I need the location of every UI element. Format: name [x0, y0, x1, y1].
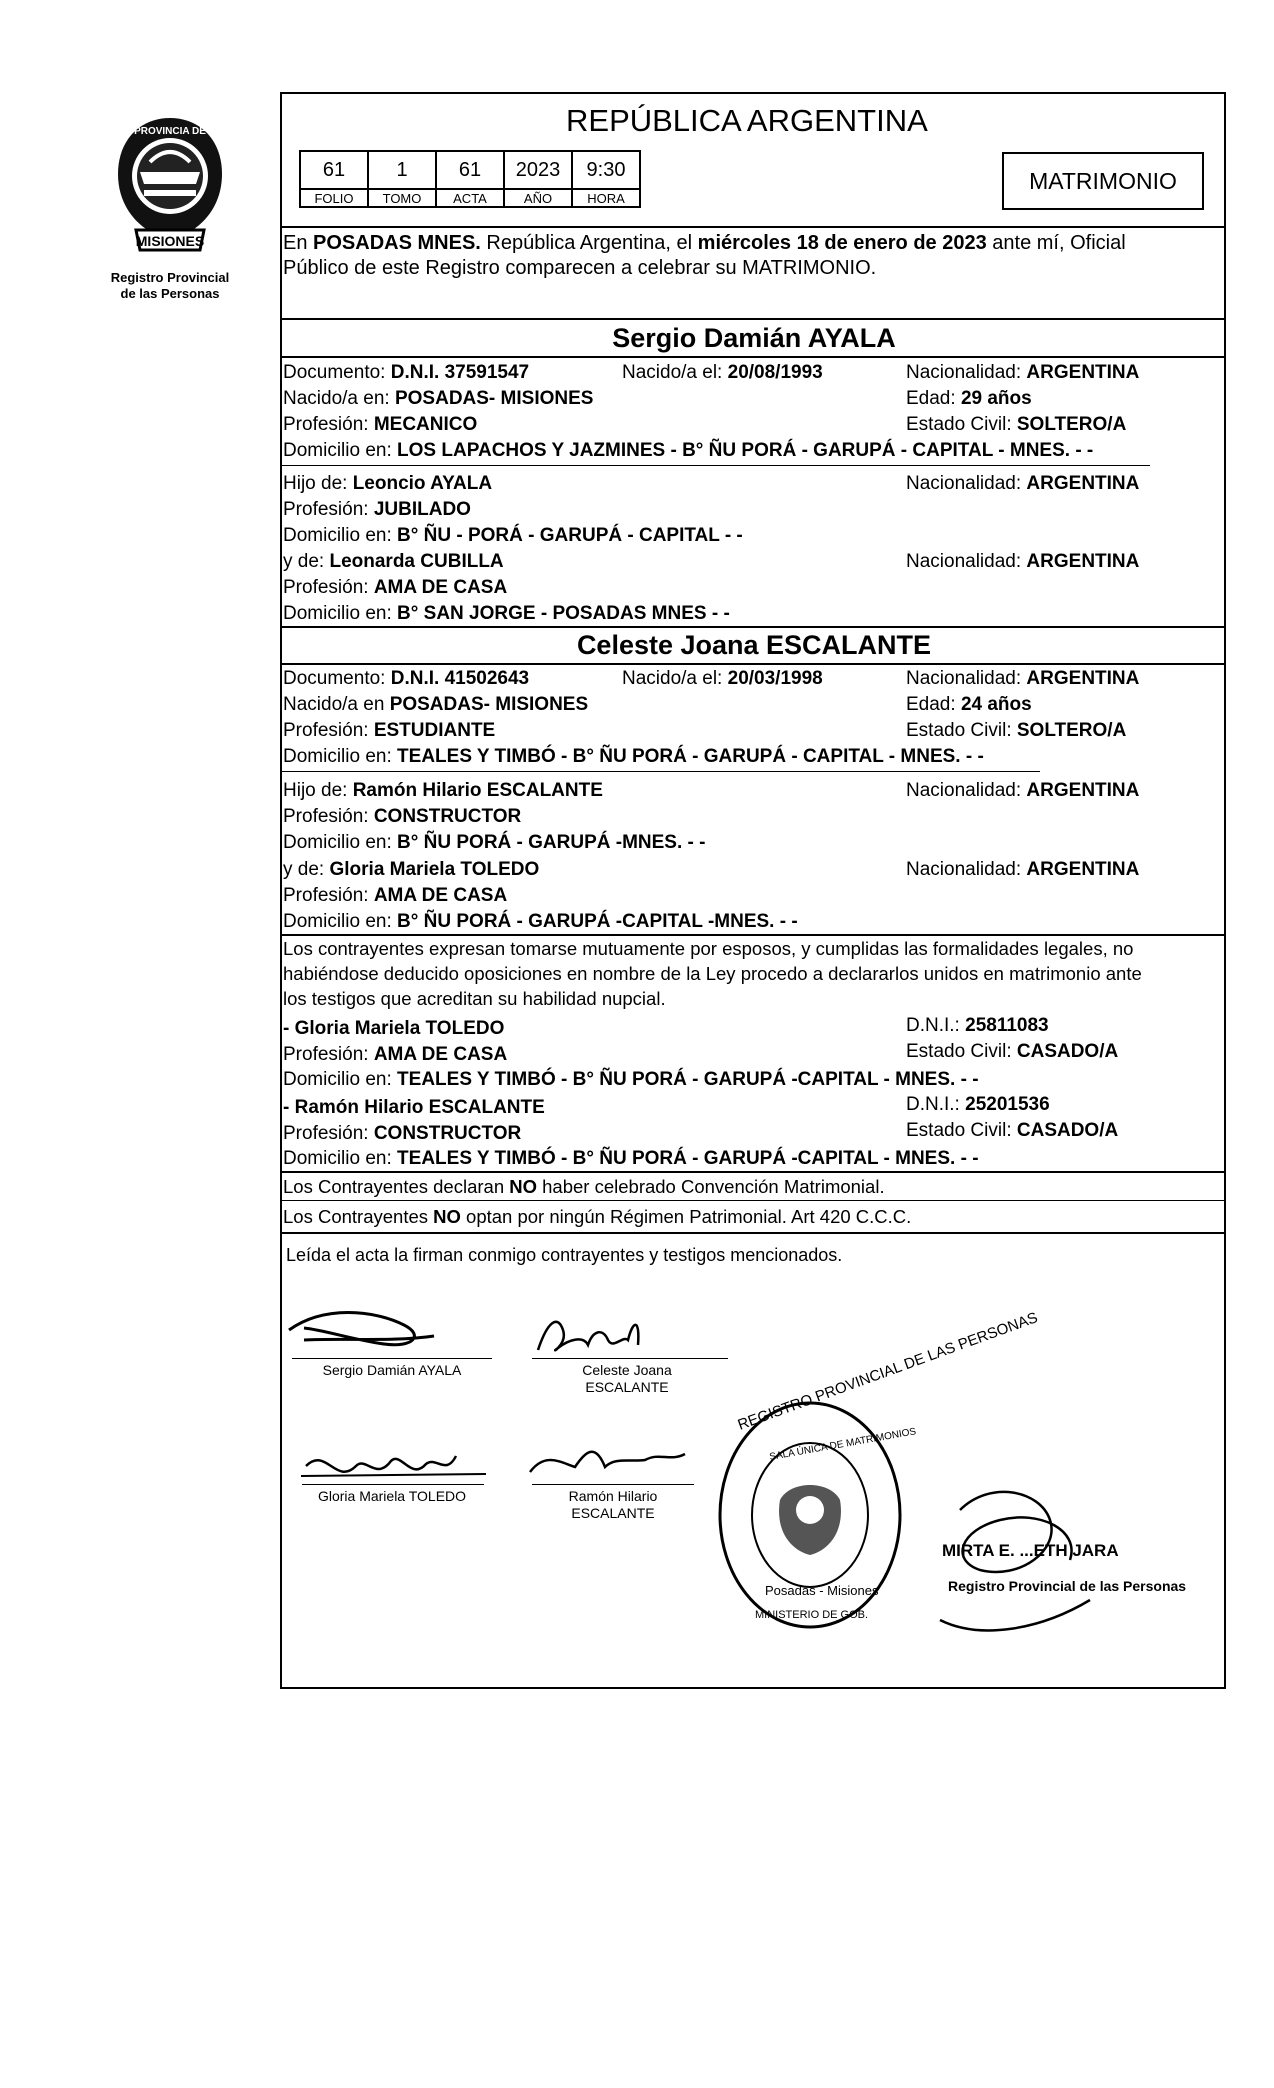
groom-mother-addr: Domicilio en: B° SAN JORGE - POSADAS MNES - -	[283, 603, 730, 624]
registry-logo	[100, 112, 240, 301]
bride-mother-nat: Nacionalidad: ARGENTINA	[906, 859, 1140, 880]
groom-born: Nacido/a el: 20/08/1993	[622, 362, 823, 383]
signature-witness-2-label: Ramón Hilario ESCALANTE	[568, 1488, 658, 1521]
signature-groom-label: Sergio Damián AYALA	[322, 1362, 462, 1378]
country-title: REPÚBLICA ARGENTINA	[566, 103, 928, 138]
divider	[280, 1171, 1226, 1173]
bride-addr: Domicilio en: TEALES Y TIMBÓ - B° ÑU PORÁ - GARUPÁ - CAPITAL - MNES. - -	[283, 746, 984, 767]
groom-doc: Documento: D.N.I. 37591547	[283, 362, 530, 383]
divider	[280, 1232, 1226, 1234]
divider	[280, 663, 1226, 665]
hora-value: 9:30	[572, 151, 640, 189]
hora-label: HORA	[572, 189, 640, 207]
signature-line	[302, 1484, 484, 1485]
witness-1-dni: D.N.I.: 25811083	[906, 1015, 1049, 1036]
divider	[280, 934, 1226, 936]
logo-caption: Registro Provincial de las Personas	[110, 270, 230, 301]
anio-value: 2023	[504, 151, 572, 189]
bride-nat: Nacionalidad: ARGENTINA	[906, 668, 1140, 689]
declaration-line-1: Los contrayentes expresan tomarse mutuamente por esposos, y cumplidas las formalidades legales, no	[283, 938, 1134, 959]
divider	[280, 465, 1150, 466]
groom-place: Nacido/a en: POSADAS- MISIONES	[283, 388, 594, 409]
act-type: MATRIMONIO	[1029, 167, 1177, 194]
signature-witness-2	[520, 1432, 700, 1492]
signature-line	[532, 1358, 728, 1359]
witness-2-dni: D.N.I.: 25201536	[906, 1094, 1050, 1115]
witness-2-civil: Estado Civil: CASADO/A	[906, 1120, 1119, 1141]
groom-father-prof: Profesión: JUBILADO	[283, 499, 471, 520]
intro-line-1: En POSADAS MNES. República Argentina, el miércoles 18 de enero de 2023 ante mí, Oficial	[283, 232, 1126, 254]
closing-text: Leída el acta la firman conmigo contrayentes y testigos mencionados.	[286, 1245, 843, 1265]
bride-father-prof: Profesión: CONSTRUCTOR	[283, 806, 522, 827]
groom-prof: Profesión: MECANICO	[283, 414, 478, 435]
bride-name: Celeste Joana ESCALANTE	[576, 630, 932, 660]
anio-label: AÑO	[504, 189, 572, 207]
declaration-line-2: habiéndose deducido oposiciones en nombre de la Ley procedo a declararlos unidos en matrimonio ante	[283, 963, 1142, 984]
divider	[280, 626, 1226, 628]
signature-witness-1	[296, 1436, 496, 1496]
divider	[280, 356, 1226, 358]
stamp-ministry-text: MINISTERIO DE GOB.	[755, 1609, 869, 1621]
witness-1-civil: Estado Civil: CASADO/A	[906, 1041, 1119, 1062]
signature-line	[532, 1484, 694, 1485]
bride-father-nat: Nacionalidad: ARGENTINA	[906, 780, 1140, 801]
signature-bride-label: Celeste Joana ESCALANTE	[582, 1362, 672, 1395]
folio-label: FOLIO	[300, 189, 368, 207]
bride-age: Edad: 24 años	[906, 694, 1032, 715]
folio-value: 61	[300, 151, 368, 189]
stamp-bottom-text: Posadas - Misiones	[765, 1583, 879, 1598]
divider	[280, 1200, 1226, 1201]
intro-line-2: Público de este Registro comparecen a celebrar su MATRIMONIO.	[283, 257, 877, 279]
signature-witness-1-label: Gloria Mariela TOLEDO	[317, 1488, 467, 1504]
bride-place: Nacido/a en POSADAS- MISIONES	[283, 694, 589, 715]
groom-father-addr: Domicilio en: B° ÑU - PORÁ - GARUPÁ - CAPITAL - -	[283, 525, 743, 546]
groom-nat: Nacionalidad: ARGENTINA	[906, 362, 1140, 383]
bride-father-addr: Domicilio en: B° ÑU PORÁ - GARUPÁ -MNES. - -	[283, 832, 706, 853]
groom-mother: y de: Leonarda CUBILLA	[283, 551, 504, 572]
witness-1-addr: Domicilio en: TEALES Y TIMBÓ - B° ÑU PORÁ - GARUPÁ -CAPITAL - MNES. - -	[283, 1069, 979, 1090]
regime-line-1: Los Contrayentes declaran NO haber celebrado Convención Matrimonial.	[283, 1176, 885, 1197]
bride-mother: y de: Gloria Mariela TOLEDO	[283, 859, 540, 880]
stamp-outer-text: REGISTRO PROVINCIAL DE LAS PERSONAS	[735, 1309, 1041, 1434]
bride-born: Nacido/a el: 20/03/1998	[622, 668, 823, 689]
officer-org: Registro Provincial de las Personas	[948, 1578, 1187, 1594]
bride-father: Hijo de: Ramón Hilario ESCALANTE	[283, 780, 603, 801]
signature-line	[292, 1358, 492, 1359]
seal-text-bottom: MISIONES	[135, 233, 205, 249]
witness-2-addr: Domicilio en: TEALES Y TIMBÓ - B° ÑU PORÁ - GARUPÁ -CAPITAL - MNES. - -	[283, 1148, 979, 1169]
divider	[280, 226, 1226, 228]
groom-father: Hijo de: Leoncio AYALA	[283, 473, 493, 494]
bride-prof: Profesión: ESTUDIANTE	[283, 720, 496, 741]
acta-value: 61	[436, 151, 504, 189]
tomo-value: 1	[368, 151, 436, 189]
groom-mother-prof: Profesión: AMA DE CASA	[283, 577, 508, 598]
witness-2-name: - Ramón Hilario ESCALANTE	[283, 1097, 545, 1118]
groom-father-nat: Nacionalidad: ARGENTINA	[906, 473, 1140, 494]
bride-civil: Estado Civil: SOLTERO/A	[906, 720, 1127, 741]
registry-table	[299, 150, 641, 208]
groom-addr: Domicilio en: LOS LAPACHOS Y JAZMINES - B° ÑU PORÁ - GARUPÁ - CAPITAL - MNES. - -	[283, 440, 1094, 461]
bride-mother-prof: Profesión: AMA DE CASA	[283, 885, 508, 906]
bride-doc: Documento: D.N.I. 41502643	[283, 668, 530, 689]
seal-text-top: PROVINCIA DE	[134, 126, 206, 137]
officer-name: MIRTA E. ...ETH JARA	[942, 1541, 1119, 1560]
witness-1-name: - Gloria Mariela TOLEDO	[283, 1018, 505, 1039]
declaration-line-3: los testigos que acreditan su habilidad nupcial.	[283, 988, 666, 1009]
groom-mother-nat: Nacionalidad: ARGENTINA	[906, 551, 1140, 572]
stamp-inner-text: SALA ÚNICA DE MATRIMONIOS	[768, 1426, 917, 1463]
witness-1-prof: Profesión: AMA DE CASA	[283, 1044, 508, 1065]
divider	[280, 318, 1226, 320]
acta-label: ACTA	[436, 189, 504, 207]
witness-2-prof: Profesión: CONSTRUCTOR	[283, 1123, 522, 1144]
act-type-box	[1002, 152, 1204, 210]
divider	[280, 771, 1040, 772]
tomo-label: TOMO	[368, 189, 436, 207]
signature-bride	[528, 1310, 678, 1365]
signature-groom	[284, 1300, 484, 1360]
groom-civil: Estado Civil: SOLTERO/A	[906, 414, 1127, 435]
groom-name: Sergio Damián AYALA	[612, 323, 896, 353]
bride-mother-addr: Domicilio en: B° ÑU PORÁ - GARUPÁ -CAPITAL -MNES. - -	[283, 911, 798, 932]
provincial-seal-icon	[100, 112, 240, 272]
regime-line-2: Los Contrayentes NO optan por ningún Régimen Patrimonial. Art 420 C.C.C.	[283, 1206, 912, 1227]
groom-age: Edad: 29 años	[906, 388, 1032, 409]
